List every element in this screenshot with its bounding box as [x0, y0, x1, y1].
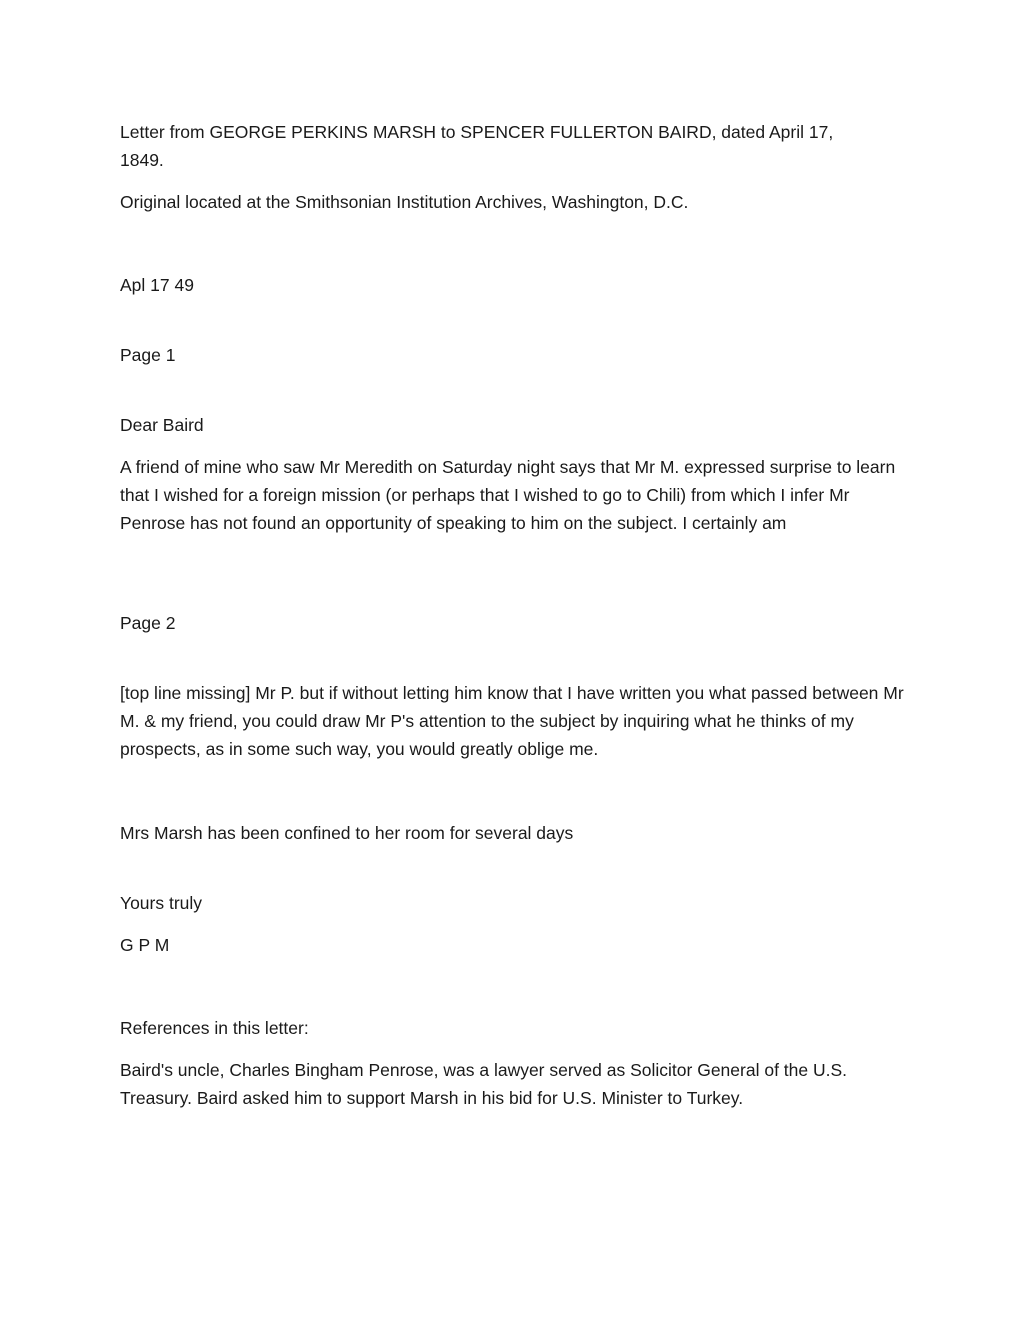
page-1-label: Page 1	[120, 345, 176, 365]
document-heading: Letter from GEORGE PERKINS MARSH to SPENCER FULLERTON BAIRD, dated April 17, 1849.	[120, 122, 834, 170]
page-2-label: Page 2	[120, 613, 176, 633]
postscript: Mrs Marsh has been confined to her room for several days	[120, 823, 574, 843]
source-note: Original located at the Smithsonian Institution Archives, Washington, D.C.	[120, 192, 689, 212]
page-2-body: [top line missing] Mr P. but if without letting him know that I have written you what passed between Mr M. & my friend, you could draw Mr P's attention to the subject by inquiring what he thinks of my prospects, as in some such way, you would greatly oblige me.	[120, 683, 904, 759]
date-line: Apl 17 49	[120, 275, 194, 295]
closing: Yours truly	[120, 893, 203, 913]
page-1-body: A friend of mine who saw Mr Meredith on Saturday night says that Mr M. expressed surprise to learn that I wished for a foreign mission (or perhaps that I wished to go to Chili) from which I infer Mr Penrose has not found an opportunity of speaking to him on the subject. I certainly am	[120, 457, 896, 533]
references-heading: References in this letter:	[120, 1018, 309, 1038]
signature: G P M	[120, 935, 170, 955]
salutation: Dear Baird	[120, 415, 204, 435]
references-body: Baird's uncle, Charles Bingham Penrose, was a lawyer served as Solicitor General of the U.S. Treasury. Baird asked him to support Marsh in his bid for U.S. Minister to Turkey.	[120, 1060, 848, 1108]
